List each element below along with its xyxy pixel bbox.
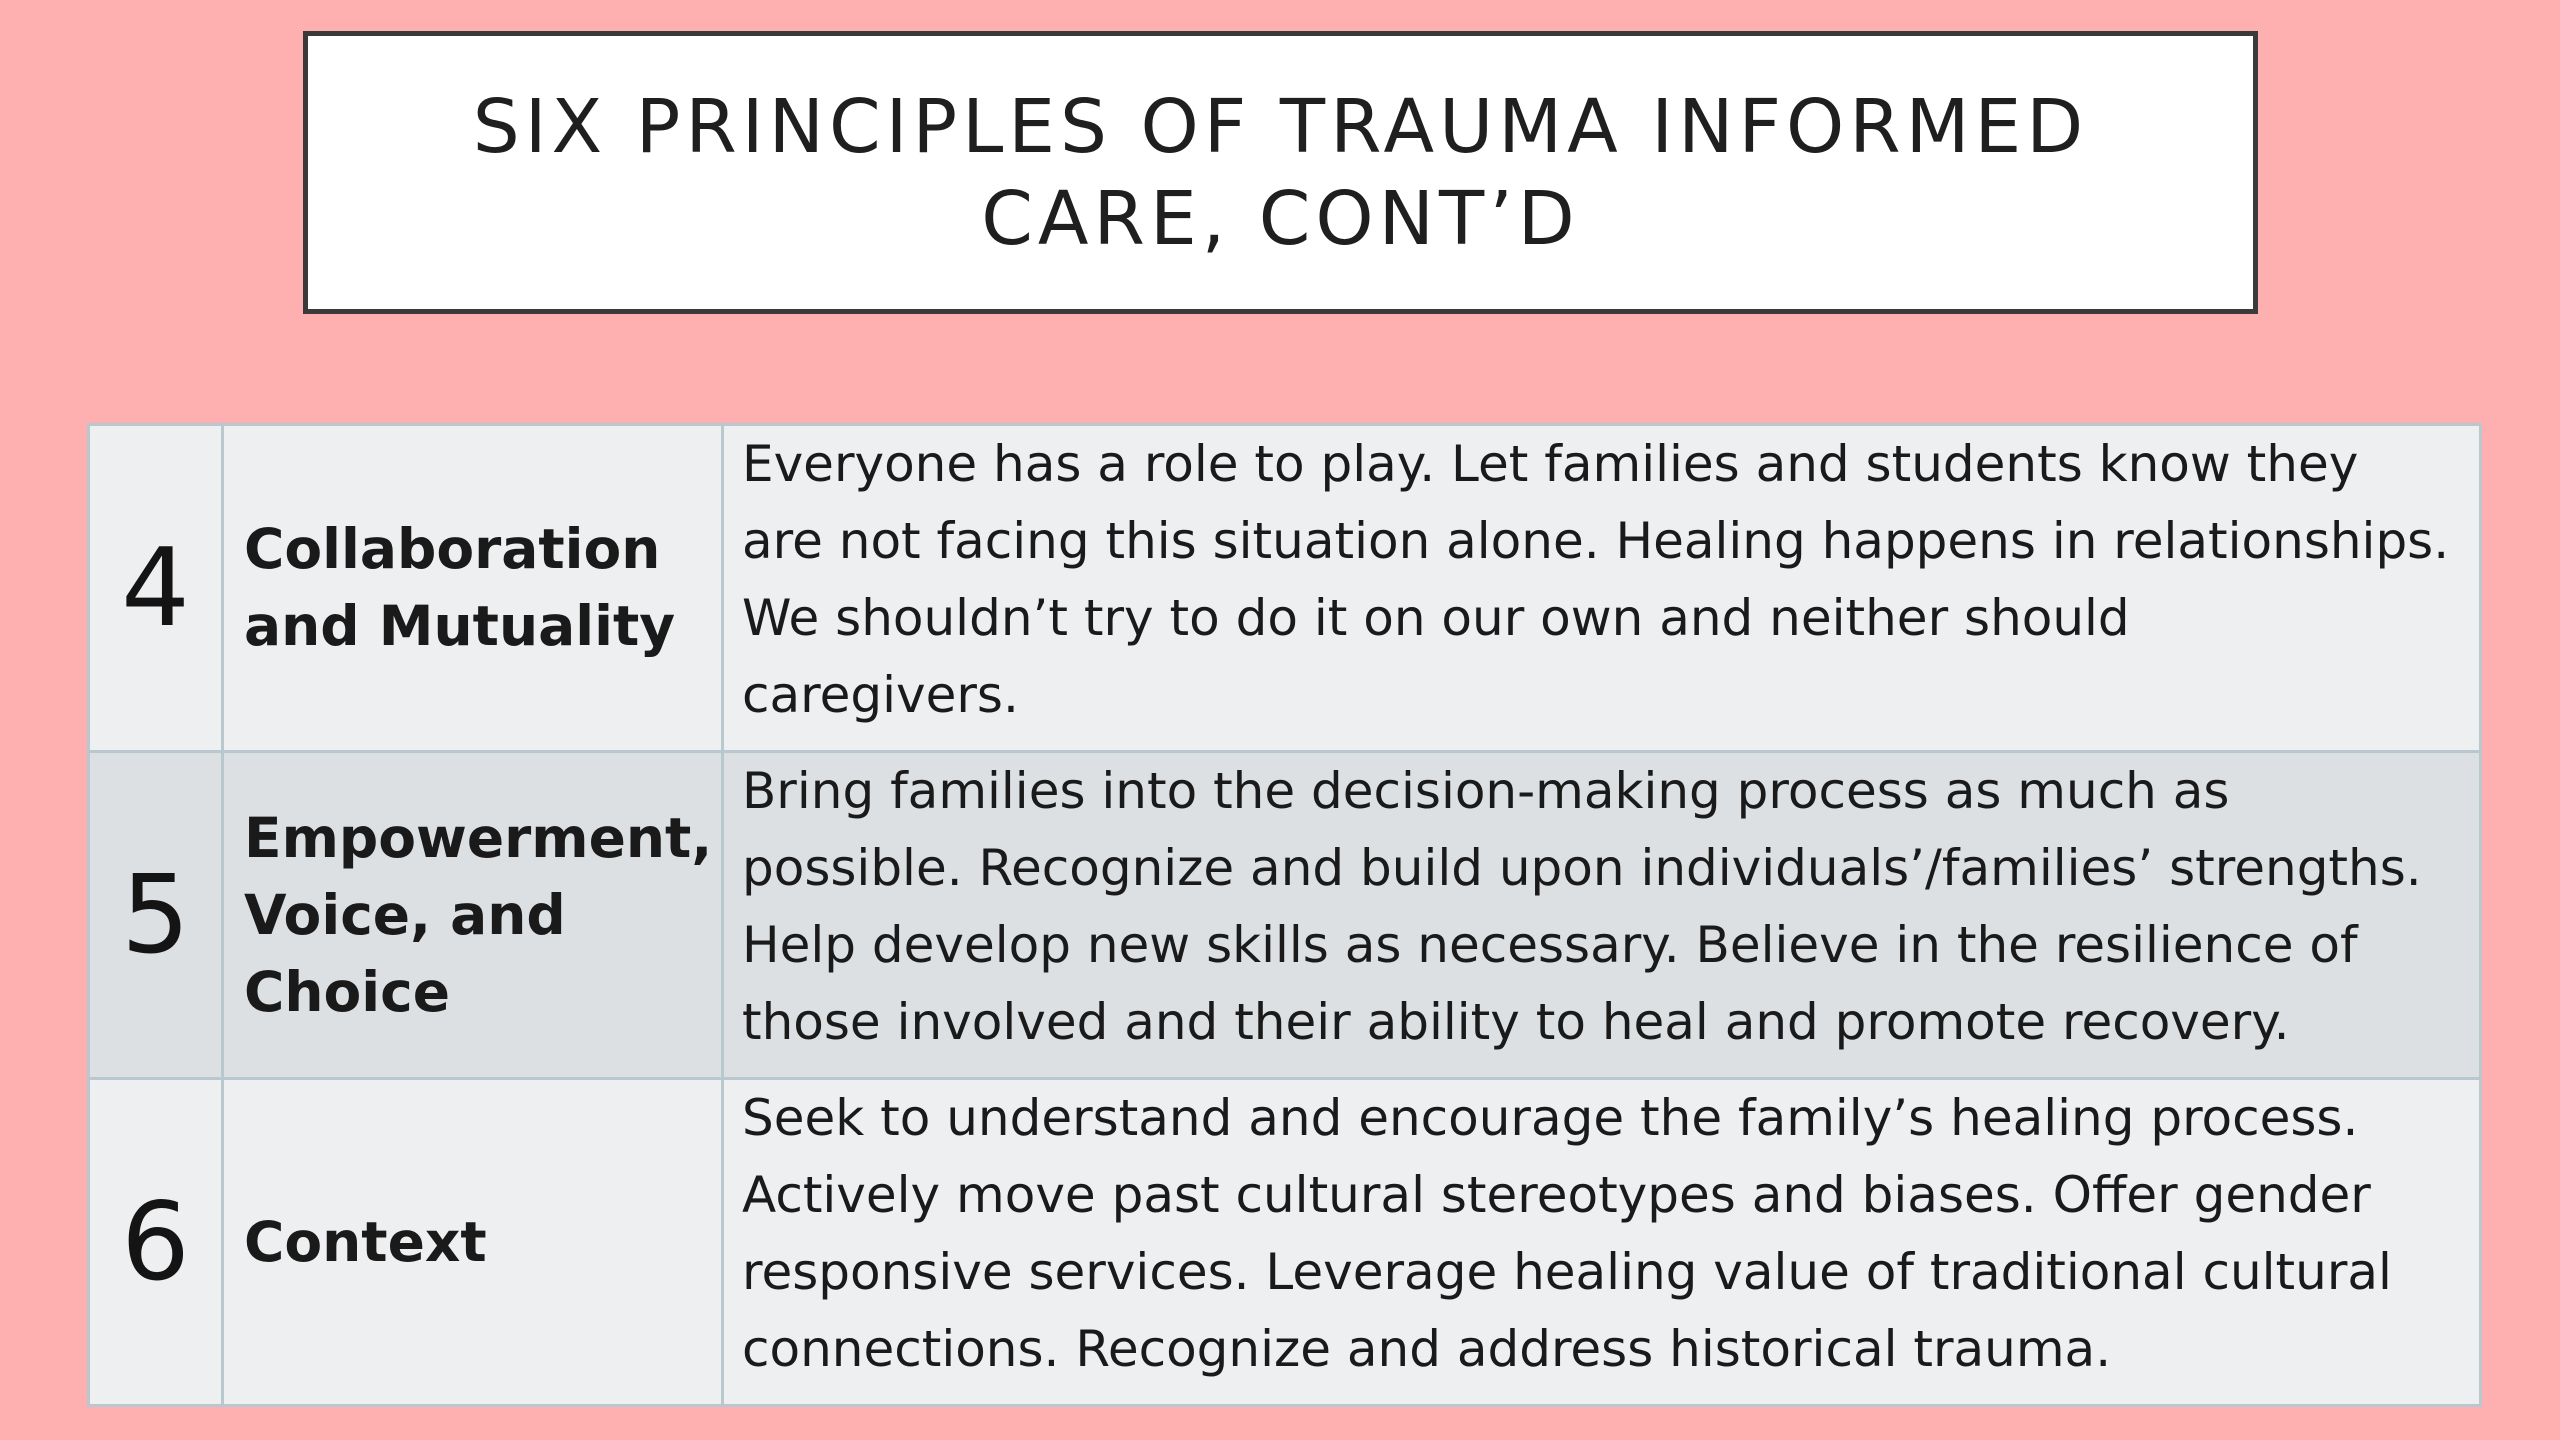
principle-name	[223, 752, 723, 1079]
principle-row-6	[89, 1079, 2481, 1406]
description-line: Help develop new skills as necessary. Believe in the resilience of	[742, 916, 2358, 974]
principle-name	[223, 425, 723, 752]
principle-number: 5	[89, 752, 223, 1079]
principle-row-5	[89, 752, 2481, 1079]
description-line: those involved and their ability to heal and promote recovery.	[742, 993, 2290, 1051]
principle-description	[723, 752, 2481, 1079]
description-line: Actively move past cultural stereotypes and biases. Offer gender	[742, 1166, 2371, 1224]
principle-name-line: Empowerment,	[244, 805, 713, 870]
slide-title-line-1: SIX PRINCIPLES OF TRAUMA INFORMED	[472, 83, 2089, 170]
description-line: Bring families into the decision-making process as much as	[742, 762, 2230, 820]
principle-description	[723, 425, 2481, 752]
principle-name-line: Context	[244, 1209, 487, 1274]
principle-description	[723, 1079, 2481, 1406]
principle-row-4	[89, 425, 2481, 752]
description-line: possible. Recognize and build upon individuals’/families’ strengths.	[742, 839, 2422, 897]
principle-name-line: Choice	[244, 959, 451, 1024]
principle-name-line: and Mutuality	[244, 594, 676, 658]
slide-title-box	[303, 31, 2258, 314]
principle-number: 6	[89, 1079, 223, 1406]
description-line: responsive services. Leverage healing value of traditional cultural	[742, 1243, 2392, 1301]
description-line: caregivers.	[742, 666, 1019, 724]
principles-table	[87, 423, 2482, 1407]
principle-name-line: Collaboration	[244, 517, 661, 581]
principle-name	[223, 1079, 723, 1406]
description-line: are not facing this situation alone. Healing happens in relationships.	[742, 512, 2450, 570]
slide-title-line-2: CARE, CONT’D	[981, 175, 1580, 262]
description-line: Seek to understand and encourage the family’s healing process.	[742, 1089, 2359, 1147]
description-line: connections. Recognize and address historical trauma.	[742, 1320, 2112, 1378]
principle-number: 4	[89, 425, 223, 752]
principle-name-line: Voice, and	[244, 882, 566, 947]
description-line: We shouldn’t try to do it on our own and neither should	[742, 589, 2130, 647]
description-line: Everyone has a role to play. Let families and students know they	[742, 435, 2359, 493]
